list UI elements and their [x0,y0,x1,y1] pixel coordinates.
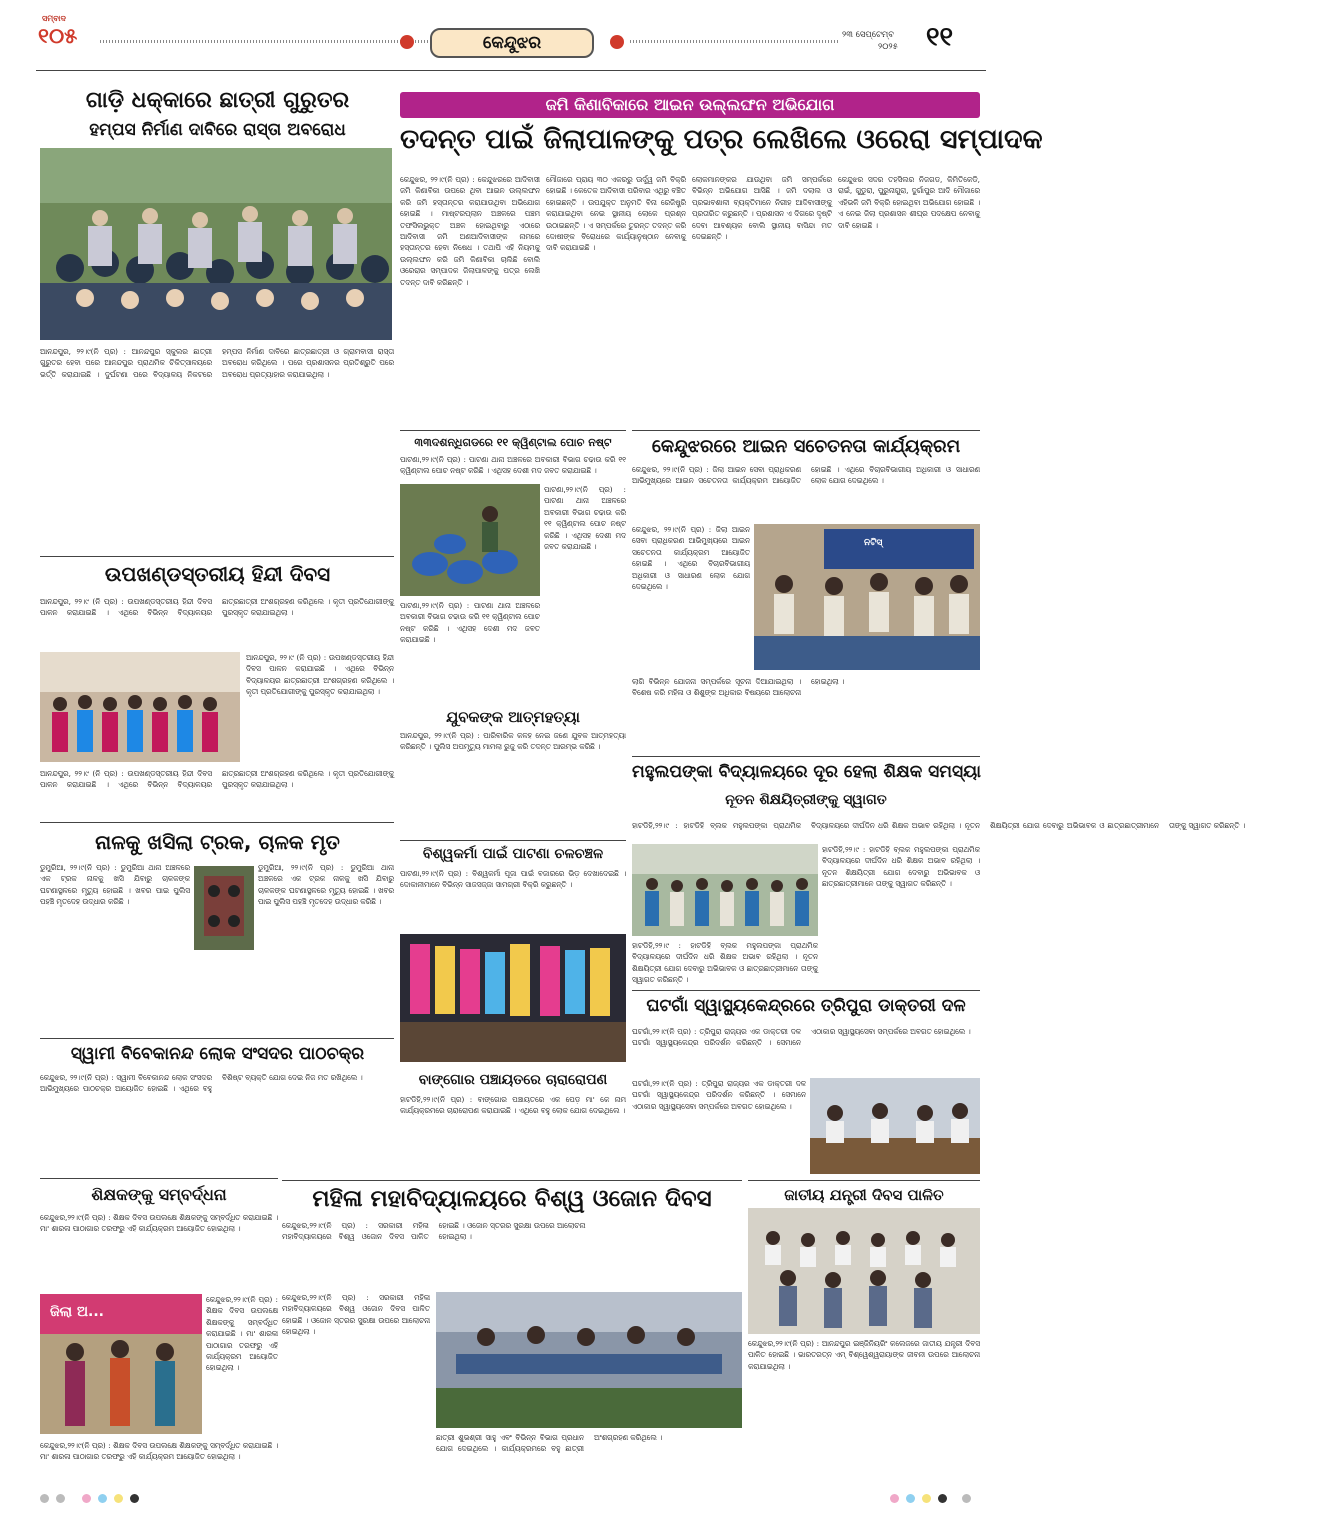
headline-truck: ନାଳକୁ ଖସିଲା ଟ୍ରକ, ଚାଳକ ମୃତ [95,830,340,854]
divider [40,1038,394,1039]
header-dot-right [610,35,624,49]
body-truck-2: ଡୁମୁରିଆ, ୨୨।୯(ନି ପ୍ର) : ଡୁମୁରିଆ ଥାନା ଅଞ୍ଚଳରେ ଏକ ଟ୍ରକ ନାଳକୁ ଖସି ଯିବାରୁ ଚାଳକଙ୍କ ଘଟଣାସ୍ଥଳରେ ମୃତ୍ୟୁ ହୋଇଛି । ଖବର ପାଇ ପୁଲିସ ପହଞ୍ଚି ମୃତଦେହ ଉଦ୍ଧାର କରିଛି । [258,863,394,907]
body-law: କେନ୍ଦୁଝର, ୨୨।୯(ନି ପ୍ର) : ଜିଲା ଆଇନ ସେବା ପ୍ରାଧିକରଣ ଆଭିମୁଖ୍ୟରେ ଆଇନ ସଚେତନତା କାର୍ଯ୍ୟକ୍ରମ ଆୟୋଜିତ ହୋଇଛି । ଏଥିରେ ବିଚାରବିଭାଗୀୟ ଅଧିକାରୀ ଓ ସାଧାରଣ ଲୋକ ଯୋଗ ଦେଇଥିଲେ । [632,465,980,486]
body-law-2: କେନ୍ଦୁଝର, ୨୨।୯(ନି ପ୍ର) : ଜିଲା ଆଇନ ସେବା ପ୍ରାଧିକରଣ ଆଭିମୁଖ୍ୟରେ ଆଇନ ସଚେତନତା କାର୍ଯ୍ୟକ୍ରମ ଆୟୋଜିତ ହୋଇଛି । ଏଥିରେ ବିଚାରବିଭାଗୀୟ ଅଧିକାରୀ ଓ ସାଧାରଣ ଲୋକ ଯୋଗ ଦେଇଥିଲେ । [632,525,750,592]
body-plantation: ହାଟଡିହି,୨୨।୯(ନି ପ୍ର) : ବାଙ୍ଗୋର ପଞ୍ଚାୟତରେ ଏକ ପେଡ଼ ମା' କେ ନାମ କାର୍ଯ୍ୟକ୍ରମରେ ଚାରାରୋପଣ କରାଯାଇଛି । ଏଥିରେ ବହୁ ଲୋକ ଯୋଗ ଦେଇଥିଲେ । [400,1095,626,1116]
brand-number: ୧୦୫ [38,24,78,48]
photo-vishwakarma-market [400,934,626,1062]
headline-doctors: ଘଟଗାଁ ସ୍ୱାସ୍ଥ୍ୟକେନ୍ଦ୍ରରେ ତ୍ରିପୁରା ଡାକ୍ତରୀ ଦଳ [646,996,966,1016]
photo-doctors [810,1078,980,1174]
body-accident: ଆନନ୍ଦପୁର, ୨୨।୯(ନି ପ୍ର) : ଆନନ୍ଦପୁର ସ୍କୁଲର ଛାତ୍ରୀ ଗୁରୁତର ହେବା ପରେ ଆନନ୍ଦପୁର ପ୍ରାଥମିକ ଚିକିତ୍ସାଳୟରେ ଭର୍ତ୍ତି କରାଯାଇଛି । ଦୁର୍ଘଟଣା ପରେ ବିଦ୍ୟାଳୟ ନିକଟରେ ହମ୍ପସ ନିର୍ମାଣ ଦାବିରେ ଛାତ୍ରଛାତ୍ରୀ ଓ ଗ୍ରାମବାସୀ ରାସ୍ତା ଅବରୋଧ କରିଥିଲେ । ପରେ ପ୍ରଶାସନର ପ୍ରତିଶ୍ରୁତି ପରେ ଅବରୋଧ ପ୍ରତ୍ୟାହାର କରାଯାଇଥିଲା । [40,347,394,379]
body-ozone-2: କେନ୍ଦୁଝର,୨୨।୯(ନି ପ୍ର) : ସରକାରୀ ମହିଳା ମହାବିଦ୍ୟାଳୟରେ ବିଶ୍ୱ ଓଜୋନ ଦିବସ ପାଳିତ ହୋଇଛି । ଓଜୋନ ସ୍ତରର ସୁରକ୍ଷା ଉପରେ ଆଲୋଚନା ହୋଇଥିଲା । [282,1293,430,1337]
body-poach-2: ପାଟଣା,୨୨।୯(ନି ପ୍ର) : ପାଟଣା ଥାନା ଅଞ୍ଚଳରେ ଅବକାରୀ ବିଭାଗ ଚଢାଉ କରି ୧୧ କ୍ୱିଣ୍ଟାଲ ପୋଚ ନଷ୍ଟ କରିଛି । ଏଥିସହ ଦେଶୀ ମଦ ଜବତ କରାଯାଇଛି । [544,485,626,552]
law-caption: ନଟିସ୍ [864,538,883,548]
main-body-2: ମୌଜାରେ ପ୍ରାୟ ୩୦ ଏକରରୁ ଊର୍ଦ୍ଧ୍ୱ ଜମି ବିକ୍ରି ହୋଇଛି । କେତେକ ଆଦିବାସୀ ପରିବାର ଏଥିରୁ ବଞ୍ଚିତ ହୋଇଛନ୍ତି । ଉପଯୁକ୍ତ ଅନୁମତି ବିନା ରେଜିଷ୍ଟ୍ରି କରାଯାଇଥିବା ନେଇ ସ୍ଥାନୀୟ ଲୋକେ ପ୍ରଶ୍ନ ଉଠାଇଛନ୍ତି । ଏ ସମ୍ପର୍କରେ ତୁରନ୍ତ ତଦନ୍ତ କରି ଦୋଷୀଙ୍କ ବିରୋଧରେ କାର୍ଯ୍ୟାନୁଷ୍ଠାନ ନେବାକୁ ଦାବି କରାଯାଇଛି । [546,175,686,253]
body-truck: ଡୁମୁରିଆ, ୨୨।୯(ନି ପ୍ର) : ଡୁମୁରିଆ ଥାନା ଅଞ୍ଚଳରେ ଏକ ଟ୍ରକ ନାଳକୁ ଖସି ଯିବାରୁ ଚାଳକଙ୍କ ଘଟଣାସ୍ଥଳରେ ମୃତ୍ୟୁ ହୋଇଛି । ଖବର ପାଇ ପୁଲିସ ପହଞ୍ଚି ମୃତଦେହ ଉଦ୍ଧାର କରିଛି । [40,863,190,907]
body-hindi-2: ଆନନ୍ଦପୁର, ୨୨।୯ (ନି ପ୍ର) : ଉପଖଣ୍ଡସ୍ତରୀୟ ହିନ୍ଦୀ ଦିବସ ପାଳନ କରାଯାଇଛି । ଏଥିରେ ବିଭିନ୍ନ ବିଦ୍ୟାଳୟର ଛାତ୍ରଛାତ୍ରୀ ଅଂଶଗ୍ରହଣ କରିଥିଲେ । କୃତୀ ପ୍ରତିଯୋଗୀଙ୍କୁ ପୁରସ୍କୃତ କରାଯାଇଥିଲା । [246,653,394,697]
drums-photo-image [400,484,540,596]
body-teacher-3: କେନ୍ଦୁଝର,୨୨।୯(ନି ପ୍ର) : ଶିକ୍ଷକ ଦିବସ ଉପଲକ୍ଷେ ଶିକ୍ଷକଙ୍କୁ ସମ୍ବର୍ଦ୍ଧିତ କରାଯାଇଛି । ମା' ଶାରଳା ପାଠାଗାର ତରଫରୁ ଏହି କାର୍ଯ୍ୟକ୍ରମ ଆୟୋଜିତ ହୋଇଥିଲା । [40,1441,278,1462]
main-body-4: କେନ୍ଦୁଝର ସଦର ତହସିଲର ନିଜଗଡ, କିମିତିକେଡି, ରାଇଁ, ଗୁଡୁରା, ପୁରୁନାଗୁରା, ଦୁର୍ଗାପୁର ଆଦି ମୌଜାରେ ଏହିଭଳି ଜମି ବିକ୍ରି ହୋଇଥିବା ଅଭିଯୋଗ ହୋଇଛି । ଏ ନେଇ ଜିଲା ପ୍ରଶାସନ ଶୀଘ୍ର ପଦକ୍ଷେପ ନେବାକୁ ଦାବି ହୋଇଛି । [838,175,980,230]
photo-poach [400,484,540,596]
divider [400,840,626,841]
kicker-bar [400,92,980,118]
brand-top: ସମ୍ବାଦ [42,14,66,23]
photo-hindi-group [40,652,240,762]
divider [632,756,980,757]
headline-vivekananda: ସ୍ୱାମୀ ବିବେକାନନ୍ଦ ଲୋକ ସଂସଦର ପାଠଚକ୍ର [70,1044,365,1064]
body-engineers: କେନ୍ଦୁଝର,୨୨।୯(ନି ପ୍ର) : ଆନନ୍ଦପୁର ଇଞ୍ଜିନିୟରିଂ କଲେଜରେ ଜାତୀୟ ଯନ୍ତ୍ରୀ ଦିବସ ପାଳିତ ହୋଇଛି । ଭାରତରତ୍ନ ଏମ୍‌ ବିଶ୍ୱେଶ୍ୱରାୟାଙ୍କ ଜୀବନୀ ଉପରେ ଆଲୋଚନା କରାଯାଇଥିଲା । [748,1339,980,1371]
body-vivekananda: କେନ୍ଦୁଝର, ୨୨।୯(ନି ପ୍ର) : ସ୍ୱାମୀ ବିବେକାନନ୍ଦ ଲୋକ ସଂସଦର ଆଭିମୁଖ୍ୟରେ ପାଠଚକ୍ର ଆୟୋଜିତ ହୋଇଛି । ଏଥିରେ ବହୁ ବିଶିଷ୍ଟ ବ୍ୟକ୍ତି ଯୋଗ ଦେଇ ନିଜ ମତ ରଖିଥିଲେ । [40,1073,363,1094]
headline-school: ମହୁଲପଙ୍କା ବିଦ୍ୟାଳୟରେ ଦୂର ହେଲା ଶିକ୍ଷକ ସମସ୍ୟା [632,762,981,782]
truck-photo-image [194,866,254,950]
masthead [0,0,1024,75]
photo-engineers [748,1208,980,1334]
body-law-3: ଲାଗି ବିଭିନ୍ନ ଯୋଜନା ସମ୍ପର୍କରେ ସୂଚନା ଦିଆଯାଇଥିଲା । ବିଶେଷ କରି ମହିଳା ଓ ଶିଶୁଙ୍କ ଅଧିକାର ବିଷୟରେ ଆଲୋଚନା ହୋଇଥିଲା । [632,677,845,698]
date-line2: ୨୦୨୫ [878,42,898,52]
body-ozone: କେନ୍ଦୁଝର,୨୨।୯(ନି ପ୍ର) : ସରକାରୀ ମହିଳା ମହାବିଦ୍ୟାଳୟରେ ବିଶ୍ୱ ଓଜୋନ ଦିବସ ପାଳିତ ହୋଇଛି । ଓଜୋନ ସ୍ତରର ସୁରକ୍ଷା ଉପରେ ଆଲୋଚନା ହୋଇଥିଲା । [282,1221,586,1242]
body-doctors-2: ଘଟଗାଁ,୨୨।୯(ନି ପ୍ର) : ତ୍ରିପୁରା ରାଜ୍ୟର ଏକ ଡାକ୍ତରୀ ଦଳ ଘଟଗାଁ ସ୍ୱାସ୍ଥ୍ୟକେନ୍ଦ୍ର ପରିଦର୍ଶନ କରିଛନ୍ତି । ସେମାନେ ଏଠାକାର ସ୍ୱାସ୍ଥ୍ୟସେବା ସମ୍ପର୍କରେ ଅବଗତ ହୋଇଥିଲେ । [632,1079,806,1111]
headline-suicide: ଯୁବକଙ୍କ ଆତ୍ମହତ୍ୟା [446,708,580,726]
group-photo-image [40,652,240,762]
headline-ozone: ମହିଳା ମହାବିଦ୍ୟାଳୟରେ ବିଶ୍ୱ ଓଜୋନ ଦିବସ [312,1186,712,1212]
section-title: କେନ୍ଦୁଝର [482,33,542,53]
body-vishwakarma: ପାଟଣା,୨୨।୯(ନି ପ୍ର) : ବିଶ୍ୱକର୍ମା ପୂଜା ପାଇଁ ବଜାରରେ ଭିଡ଼ ଦେଖାଦେଇଛି । ଦୋକାନୀମାନେ ବିଭିନ୍ନ ସାଜସଜ୍ଜା ସାମଗ୍ରୀ ବିକ୍ରି କରୁଛନ୍ତି । [400,869,626,890]
divider [400,430,626,431]
ozone-photo-image [436,1292,742,1428]
subhead-school: ନୂତନ ଶିକ୍ଷୟିତ୍ରୀଙ୍କୁ ସ୍ୱାଗତ [725,792,887,808]
divider [632,430,980,431]
body-poach: ପାଟଣା,୨୨।୯(ନି ପ୍ର) : ପାଟଣା ଥାନା ଅଞ୍ଚଳରେ ଅବକାରୀ ବିଭାଗ ଚଢାଉ କରି ୧୧ କ୍ୱିଣ୍ଟାଲ ପୋଚ ନଷ୍ଟ କରିଛି । ଏଥିସହ ଦେଶୀ ମଦ ଜବତ କରାଯାଇଛି । [400,455,626,476]
divider [632,990,980,991]
header-rule-right [630,40,840,43]
body-teacher: କେନ୍ଦୁଝର,୨୨।୯(ନି ପ୍ର) : ଶିକ୍ଷକ ଦିବସ ଉପଲକ୍ଷେ ଶିକ୍ଷକଙ୍କୁ ସମ୍ବର୍ଦ୍ଧିତ କରାଯାଇଛି । ମା' ଶାରଳା ପାଠାଗାର ତରଫରୁ ଏହି କାର୍ଯ୍ୟକ୍ରମ ଆୟୋଜିତ ହୋଇଥିଲା । [40,1213,278,1234]
photo-truck [194,866,254,950]
main-body-1: କେନ୍ଦୁଝର, ୨୨।୯(ନି ପ୍ର) : କେନ୍ଦୁଝରରେ ଆଦିବାସୀ ଜମି କିଣାବିକା ଉପରେ ଥିବା ଆଇନ ଉଲ୍ଲଙ୍ଘନ କରି ଜମି ହସ୍ତାନ୍ତର କରାଯାଉଥିବା ଅଭିଯୋଗ ହୋଇଛି । ମାଷ୍ଟରପ୍ଲାନ ଅଞ୍ଚଳରେ ପଞ୍ଚମ ତଫସିଲଭୁକ୍ତ ଅଞ୍ଚଳ ହୋଇଥିବାରୁ ଏଠାରେ ଆଦିବାସୀ ଜମି ଅଣଆଦିବାସୀଙ୍କ ନାମରେ ହସ୍ତାନ୍ତର ହେବା ନିଷେଧ । ତଥାପି ଏହି ନିୟମକୁ ଉଲ୍ଲଙ୍ଘନ କରି ଜମି କିଣାବିକା ଚାଲିଛି ବୋଲି ଓରେରାର ସମ୍ପାଦକ ଜିଲାପାଳଙ୍କୁ ପତ୍ର ଲେଖି ତଦନ୍ତ ଦାବି କରିଛନ୍ତି । [400,175,540,287]
body-school: ହାଟଡିହି,୨୨।୯ : ହାଟଡିହି ବ୍ଲକ ମହୁଲପଙ୍କା ପ୍ରାଥମିକ ବିଦ୍ୟାଳୟରେ ଦୀର୍ଘଦିନ ଧରି ଶିକ୍ଷକ ଅଭାବ ରହିଥିଲା । ନୂତନ ଶିକ୍ଷୟିତ୍ରୀ ଯୋଗ ଦେବାରୁ ଅଭିଭାବକ ଓ ଛାତ୍ରଛାତ୍ରୀମାନେ ତାଙ୍କୁ ସ୍ୱାଗତ କରିଛନ୍ତି । [632,821,1245,830]
main-headline: ତଦନ୍ତ ପାଇଁ ଜିଲାପାଳଙ୍କୁ ପତ୍ର ଲେଖିଲେ ଓରେରା ସମ୍ପାଦକ [400,124,1043,155]
photo-road-blockade [40,148,392,340]
divider [282,1180,742,1181]
doctors-photo-image [810,1078,980,1174]
headline-plantation: ବାଙ୍ଗୋର ପଞ୍ଚାୟତରେ ଚାରାରୋପଣ [418,1072,608,1088]
subhead-accident: ହମ୍ପସ ନିର୍ମାଣ ଦାବିରେ ରାସ୍ତା ଅବରୋଧ [89,120,346,140]
engineers-photo-image [748,1208,980,1334]
body-doctors: ଘଟଗାଁ,୨୨।୯(ନି ପ୍ର) : ତ୍ରିପୁରା ରାଜ୍ୟର ଏକ ଡାକ୍ତରୀ ଦଳ ଘଟଗାଁ ସ୍ୱାସ୍ଥ୍ୟକେନ୍ଦ୍ର ପରିଦର୍ଶନ କରିଛନ୍ତି । ସେମାନେ ଏଠାକାର ସ୍ୱାସ୍ଥ୍ୟସେବା ସମ୍ପର୍କରେ ଅବଗତ ହୋଇଥିଲେ । [632,1027,971,1048]
date-line1: ୨୩ ସେପ୍ଟେମ୍ବ [842,30,895,40]
footer-marks-right [890,1494,990,1506]
kicker-text: ଜମି କିଣାବିକାରେ ଆଇନ ଉଲ୍ଲଙ୍ଘନ ଅଭିଯୋଗ [545,95,835,114]
body-hindi-3: ଆନନ୍ଦପୁର, ୨୨।୯ (ନି ପ୍ର) : ଉପଖଣ୍ଡସ୍ତରୀୟ ହିନ୍ଦୀ ଦିବସ ପାଳନ କରାଯାଇଛି । ଏଥିରେ ବିଭିନ୍ନ ବିଦ୍ୟାଳୟର ଛାତ୍ରଛାତ୍ରୀ ଅଂଶଗ୍ରହଣ କରିଥିଲେ । କୃତୀ ପ୍ରତିଯୋଗୀଙ୍କୁ ପୁରସ୍କୃତ କରାଯାଇଥିଲା । [40,769,394,790]
headline-engineers: ଜାତୀୟ ଯନ୍ତ୍ରୀ ଦିବସ ପାଳିତ [784,1186,944,1204]
header-rule-left [100,40,430,43]
body-suicide: ଆନନ୍ଦପୁର, ୨୨।୯(ନି ପ୍ର) : ପାରିବାରିକ କଳହ ନେଇ ଜଣେ ଯୁବକ ଆତ୍ମହତ୍ୟା କରିଛନ୍ତି । ପୁଲିସ ଅପମୃତ୍ୟୁ ମାମଲା ରୁଜୁ କରି ତଦନ୍ତ ଆରମ୍ଭ କରିଛି । [400,731,626,752]
school-photo-image [632,844,818,936]
body-school-3: ହାଟଡିହି,୨୨।୯ : ହାଟଡିହି ବ୍ଲକ ମହୁଲପଙ୍କା ପ୍ରାଥମିକ ବିଦ୍ୟାଳୟରେ ଦୀର୍ଘଦିନ ଧରି ଶିକ୍ଷକ ଅଭାବ ରହିଥିଲା । ନୂତନ ଶିକ୍ଷୟିତ୍ରୀ ଯୋଗ ଦେବାରୁ ଅଭିଭାବକ ଓ ଛାତ୍ରଛାତ୍ରୀମାନେ ତାଙ୍କୁ ସ୍ୱାଗତ କରିଛନ୍ତି । [632,941,818,985]
divider [748,1180,980,1181]
teacher-banner-text: ଜିଲା ଅ... [50,1304,104,1320]
header-dot-left [400,35,414,49]
headline-vishwakarma: ବିଶ୍ୱକର୍ମା ପାଇଁ ପାଟଣା ଚଳଚଞ୍ଚଳ [422,846,604,862]
divider [40,1178,278,1179]
headline-accident: ଗାଡ଼ି ଧକ୍କାରେ ଛାତ୍ରୀ ଗୁରୁତର [85,88,350,113]
photo-teacher [40,1294,202,1434]
header-bottom-rule [36,70,986,71]
market-photo-image [400,934,626,1062]
divider [40,556,394,557]
section-tab [430,28,594,58]
photo-ozone [436,1292,742,1428]
footer-marks-left [40,1494,180,1506]
page-number: ୧୧ [926,22,954,52]
headline-teacher: ଶିକ୍ଷକଙ୍କୁ ସମ୍ବର୍ଦ୍ଧନା [91,1185,227,1204]
body-teacher-2: କେନ୍ଦୁଝର,୨୨।୯(ନି ପ୍ର) : ଶିକ୍ଷକ ଦିବସ ଉପଲକ୍ଷେ ଶିକ୍ଷକଙ୍କୁ ସମ୍ବର୍ଦ୍ଧିତ କରାଯାଇଛି । ମା' ଶାରଳା ପାଠାଗାର ତରଫରୁ ଏହି କାର୍ଯ୍ୟକ୍ରମ ଆୟୋଜିତ ହୋଇଥିଲା । [206,1295,278,1373]
body-hindi: ଆନନ୍ଦପୁର, ୨୨।୯ (ନି ପ୍ର) : ଉପଖଣ୍ଡସ୍ତରୀୟ ହିନ୍ଦୀ ଦିବସ ପାଳନ କରାଯାଇଛି । ଏଥିରେ ବିଭିନ୍ନ ବିଦ୍ୟାଳୟର ଛାତ୍ରଛାତ୍ରୀ ଅଂଶଗ୍ରହଣ କରିଥିଲେ । କୃତୀ ପ୍ରତିଯୋଗୀଙ୍କୁ ପୁରସ୍କୃତ କରାଯାଇଥିଲା । [40,597,394,618]
photo-law-awareness [754,524,980,670]
headline-law: କେନ୍ଦୁଝରରେ ଆଇନ ସଚେତନତା କାର୍ଯ୍ୟକ୍ରମ [651,436,961,457]
main-body-3: ଲୋକମାନଙ୍କର ଯାଉଥିବା ଜମି ସମ୍ପର୍କରେ ବିଭିନ୍ନ ଅଭିଯୋଗ ଆସିଛି । ଜମି ଦଲାଲ ଓ ପ୍ରଭାବଶାଳୀ ବ୍ୟକ୍ତିମାନେ ନିରୀହ ଆଦିବାସୀଙ୍କୁ ପ୍ରତାରିତ କରୁଛନ୍ତି । ପ୍ରଶାସନ ଏ ଦିଗରେ ଦୃଷ୍ଟି ଦେବା ଆବଶ୍ୟକ ବୋଲି ସ୍ଥାନୀୟ ବାସିନ୍ଦା ମତ ଦେଇଛନ୍ତି । [692,175,832,242]
headline-hindi: ଉପଖଣ୍ଡସ୍ତରୀୟ ହିନ୍ଦୀ ଦିବସ [104,562,331,586]
body-school-2: ହାଟଡିହି,୨୨।୯ : ହାଟଡିହି ବ୍ଲକ ମହୁଲପଙ୍କା ପ୍ରାଥମିକ ବିଦ୍ୟାଳୟରେ ଦୀର୍ଘଦିନ ଧରି ଶିକ୍ଷକ ଅଭାବ ରହିଥିଲା । ନୂତନ ଶିକ୍ଷୟିତ୍ରୀ ଯୋଗ ଦେବାରୁ ଅଭିଭାବକ ଓ ଛାତ୍ରଛାତ୍ରୀମାନେ ତାଙ୍କୁ ସ୍ୱାଗତ କରିଛନ୍ତି । [822,845,980,889]
body-poach-3: ପାଟଣା,୨୨।୯(ନି ପ୍ର) : ପାଟଣା ଥାନା ଅଞ୍ଚଳରେ ଅବକାରୀ ବିଭାଗ ଚଢାଉ କରି ୧୧ କ୍ୱିଣ୍ଟାଲ ପୋଚ ନଷ୍ଟ କରିଛି । ଏଥିସହ ଦେଶୀ ମଦ ଜବତ କରାଯାଇଛି । [400,601,540,645]
photo-school [632,844,818,936]
crowd-photo-image [40,148,392,340]
divider [40,822,394,823]
headline-poach: ୩୩ଦଶନ୍ଧିଗଡରେ ୧୧ କ୍ୱିଣ୍ଟାଲ ପୋଚ ନଷ୍ଟ [414,436,612,449]
body-ozone-3: ଛାତ୍ରୀ ଶୁଭଶ୍ରୀ ସାହୁ ଏବଂ ବିଭିନ୍ନ ବିଭାଗ ପ୍ରଧାନ ଯୋଗ ଦେଇଥିଲେ । କାର୍ଯ୍ୟକ୍ରମରେ ବହୁ ଛାତ୍ରୀ ଅଂଶଗ୍ରହଣ କରିଥିଲେ । [436,1433,663,1454]
